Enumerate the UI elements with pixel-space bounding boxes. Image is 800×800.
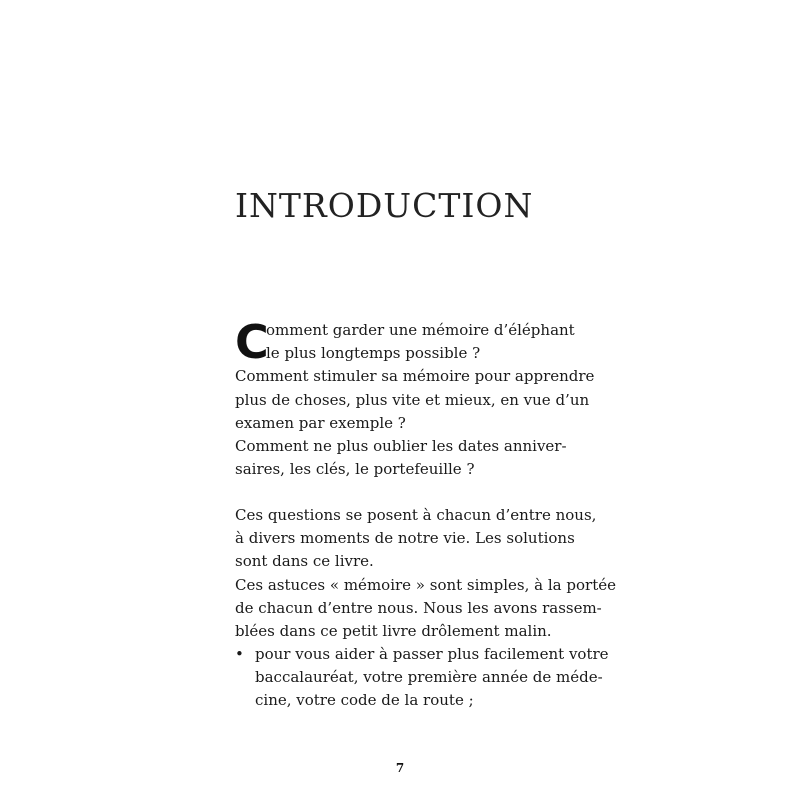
- drop-cap: C: [235, 315, 269, 369]
- text-line: le plus longtemps possible ?: [266, 344, 481, 363]
- text-line: omment garder une mémoire d’éléphant: [266, 321, 575, 339]
- text-line: blées dans ce petit livre drôlement malin.: [235, 621, 552, 640]
- text-line: saires, les clés, le portefeuille ?: [235, 460, 475, 479]
- intro-paragraph-2: [235, 504, 616, 643]
- page-number: 7: [395, 761, 405, 775]
- text-line: pour vous aider à passer plus facilement votre: [255, 645, 609, 663]
- text-line: examen par exemple ?: [235, 413, 406, 432]
- text-line: sont dans ce livre.: [235, 552, 374, 571]
- list-item: [235, 643, 609, 713]
- text-line: de chacun d’entre nous. Nous les avons rassem-: [235, 598, 602, 617]
- intro-paragraph-1: [235, 315, 595, 481]
- bullet-marker: •: [235, 645, 244, 663]
- text-line: Comment ne plus oublier les dates anniver-: [235, 436, 567, 455]
- text-line: baccalauréat, votre première année de méde-: [255, 668, 603, 687]
- bullet-list: [235, 643, 609, 713]
- text-line: à divers moments de notre vie. Les solutions: [235, 529, 575, 548]
- text-line: Ces questions se posent à chacun d’entre nous,: [235, 506, 597, 524]
- text-line: plus de choses, plus vite et mieux, en vue d’un: [235, 390, 590, 409]
- text-line: cine, votre code de la route ;: [255, 691, 474, 710]
- chapter-title: INTRODUCTION: [235, 186, 534, 225]
- text-line: Comment stimuler sa mémoire pour apprendre: [235, 367, 595, 386]
- text-line: Ces astuces « mémoire » sont simples, à la portée: [235, 575, 616, 594]
